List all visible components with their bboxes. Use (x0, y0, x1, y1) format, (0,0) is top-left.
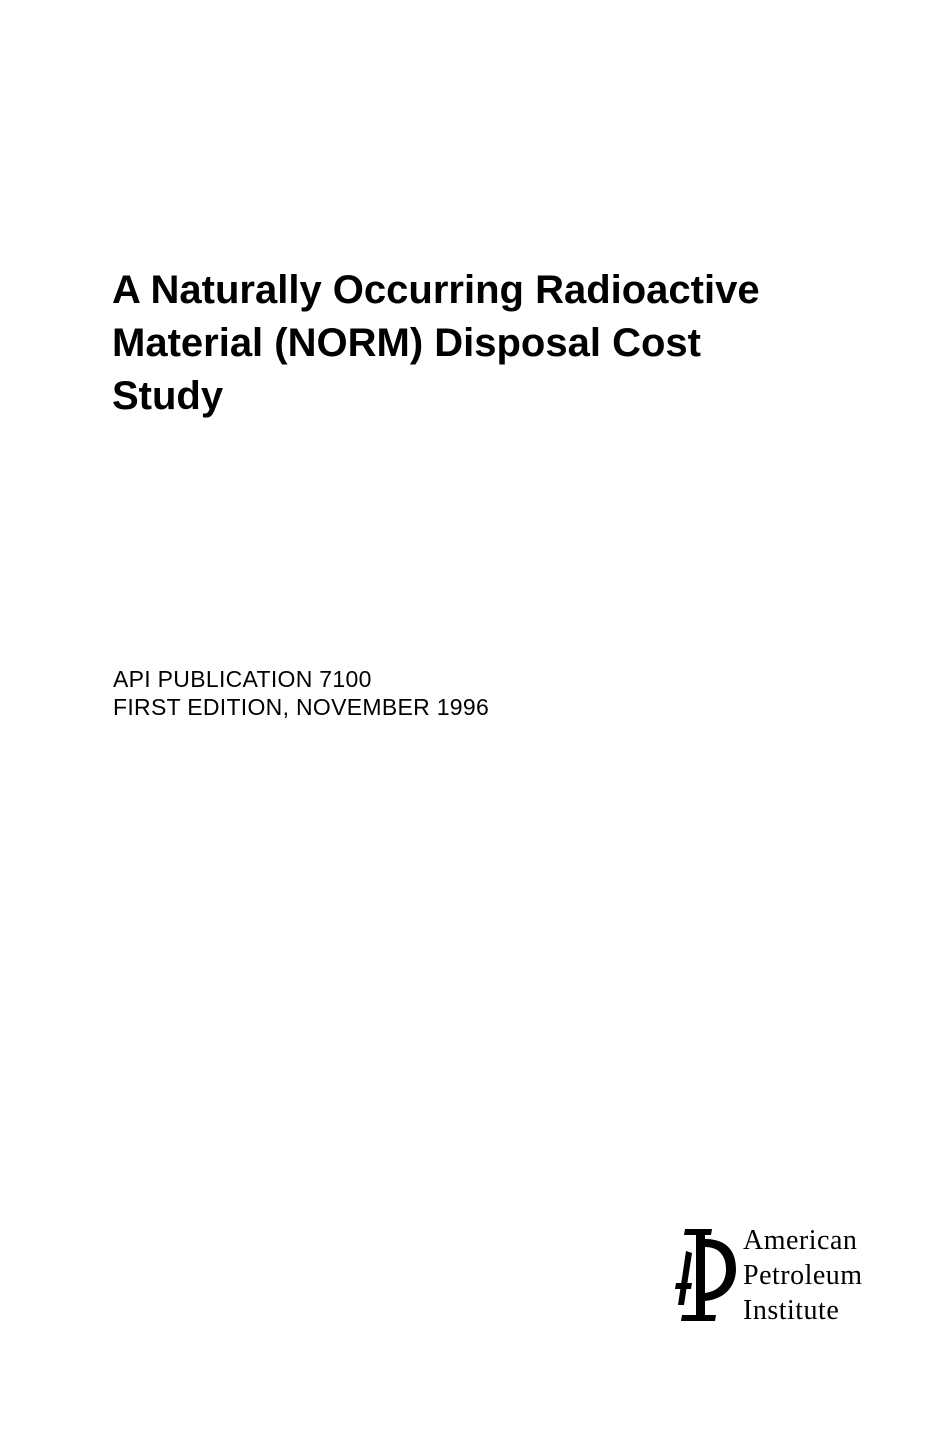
publisher-name-line-2: Petroleum (743, 1260, 863, 1291)
publisher-name (743, 1223, 863, 1328)
title-line-3: Study (112, 374, 224, 418)
title-line-1: A Naturally Occurring Radioactive (112, 268, 760, 312)
publisher-logo (668, 1223, 908, 1333)
api-logo-icon (668, 1223, 738, 1327)
title-line-2: Material (NORM) Disposal Cost (112, 321, 701, 365)
publisher-name-line-3: Institute (743, 1295, 840, 1326)
document-title (112, 264, 912, 423)
publisher-name-line-1: American (743, 1225, 858, 1256)
edition-date: FIRST EDITION, NOVEMBER 1996 (113, 694, 490, 720)
publication-info (113, 665, 489, 721)
publication-number: API PUBLICATION 7100 (113, 666, 372, 692)
